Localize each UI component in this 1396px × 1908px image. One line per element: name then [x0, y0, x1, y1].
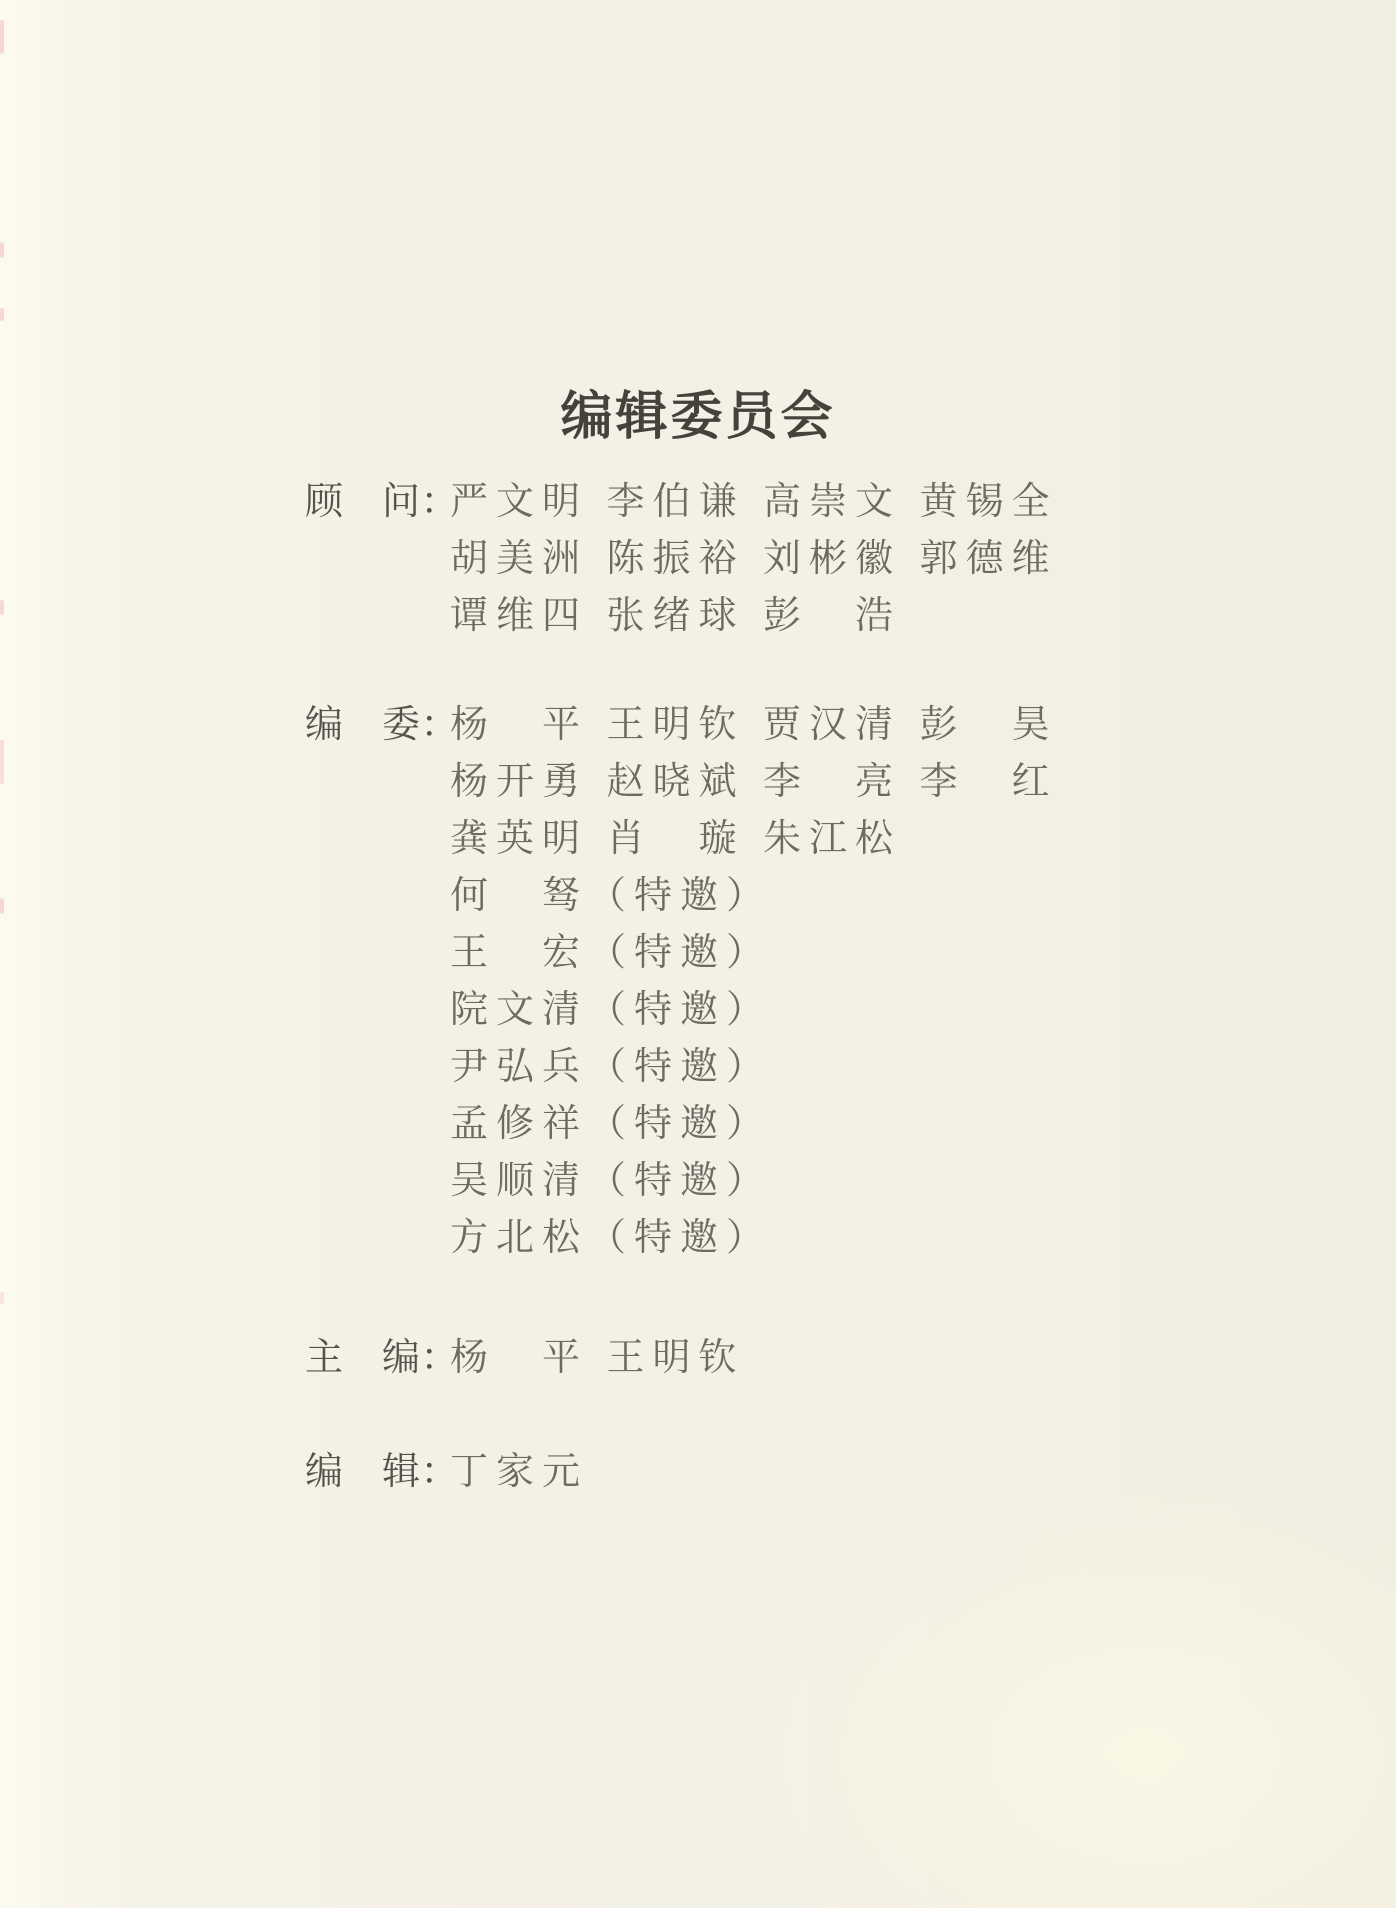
names-row [450, 1444, 1225, 1501]
section-chief-editor-label: 主 编： [305, 1337, 460, 1379]
names-row [450, 811, 1225, 868]
member-name: 彭 昊 [919, 704, 1058, 746]
member-name: 王明钦 [606, 1337, 745, 1379]
names-row [450, 531, 1225, 588]
scan-artifact-mark [0, 242, 4, 258]
names-row [450, 588, 1225, 645]
member-name: 王明钦 [606, 704, 745, 746]
member-name: 严文明 [450, 481, 589, 523]
section-chief-editor [305, 1330, 1225, 1387]
scan-artifact-mark [0, 600, 4, 615]
names-row [450, 1210, 1225, 1267]
member-name-invited: 方北松（特邀） [450, 1217, 773, 1259]
names-row [450, 982, 1225, 1039]
page-title: 编辑委员会 [560, 388, 836, 446]
member-name-invited: 孟修祥（特邀） [450, 1103, 773, 1145]
member-name: 张绪球 [606, 595, 745, 637]
section-editorial-board-label: 编 委： [305, 704, 460, 746]
member-name: 刘彬徽 [763, 538, 902, 580]
names-row [450, 1096, 1225, 1153]
member-name-invited: 王 宏（特邀） [450, 932, 773, 974]
names-row [450, 1330, 1225, 1387]
member-name: 彭 浩 [763, 595, 902, 637]
scan-artifact-mark [0, 20, 4, 54]
member-name: 谭维四 [450, 595, 589, 637]
scan-artifact-mark [0, 898, 4, 914]
member-name-invited: 院文清（特邀） [450, 989, 773, 1031]
member-name: 赵晓斌 [606, 761, 745, 803]
member-name: 朱江松 [763, 818, 902, 860]
scan-artifact-mark [0, 1292, 4, 1304]
member-name-invited: 吴顺清（特邀） [450, 1160, 773, 1202]
member-name: 杨 平 [450, 704, 589, 746]
names-row [450, 474, 1225, 531]
member-name: 陈振裕 [606, 538, 745, 580]
member-name: 高崇文 [763, 481, 902, 523]
member-name: 胡美洲 [450, 538, 589, 580]
member-name: 杨 平 [450, 1337, 589, 1379]
section-advisors-label: 顾 问： [305, 481, 460, 523]
member-name: 贾汉清 [763, 704, 902, 746]
names-row [450, 1039, 1225, 1096]
names-row [450, 925, 1225, 982]
member-name: 黄锡全 [919, 481, 1058, 523]
member-name: 李伯谦 [606, 481, 745, 523]
names-row [450, 1153, 1225, 1210]
names-row [450, 697, 1225, 754]
names-row [450, 754, 1225, 811]
scan-artifact-mark [0, 308, 4, 321]
member-name: 杨开勇 [450, 761, 589, 803]
scan-artifact-mark [0, 740, 4, 784]
member-name: 李 亮 [763, 761, 902, 803]
member-name: 郭德维 [919, 538, 1058, 580]
member-name: 龚英明 [450, 818, 589, 860]
section-editor [305, 1444, 1225, 1501]
member-name: 肖 璇 [606, 818, 745, 860]
names-row [450, 868, 1225, 925]
member-name-invited: 何 驽（特邀） [450, 875, 773, 917]
committee-list [305, 474, 1225, 1501]
section-advisors [305, 474, 1225, 645]
section-editorial-board [305, 697, 1225, 1267]
member-name-invited: 尹弘兵（特邀） [450, 1046, 773, 1088]
member-name: 李 红 [919, 761, 1058, 803]
section-editor-label: 编 辑： [305, 1451, 460, 1493]
member-name: 丁家元 [450, 1451, 589, 1493]
